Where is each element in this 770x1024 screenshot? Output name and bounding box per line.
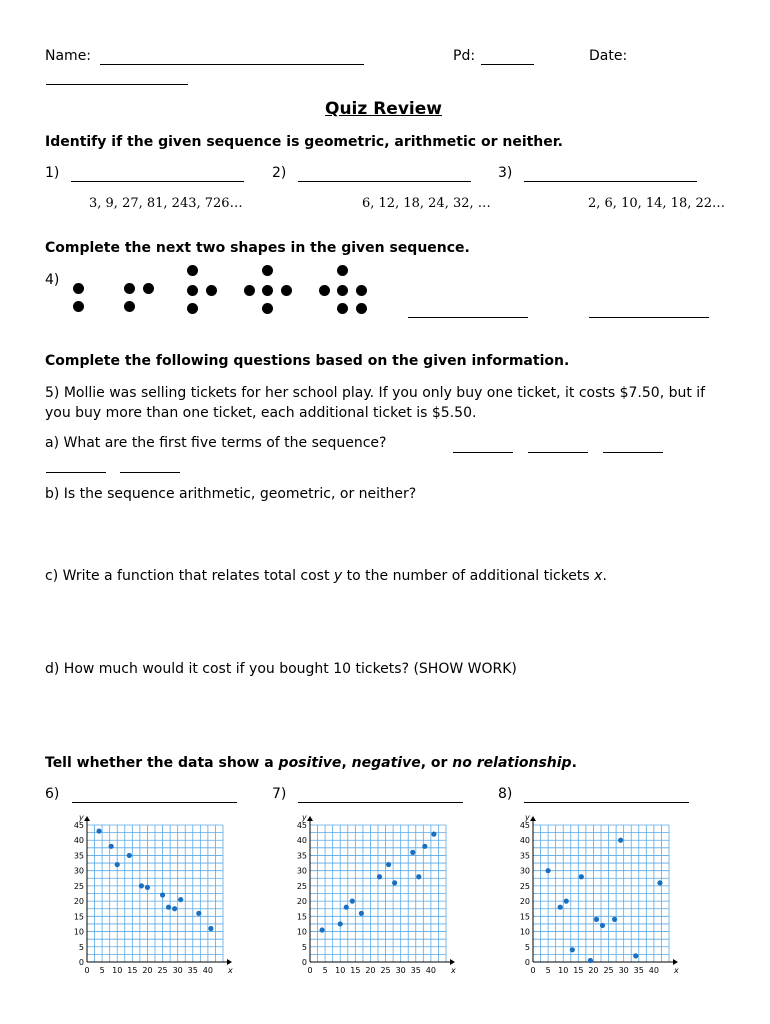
name-label: Name: (45, 48, 92, 64)
data-point (594, 917, 599, 922)
q5c-text-mid: to the number of additional tickets (342, 568, 595, 584)
data-point (96, 828, 101, 833)
shape-dot (356, 303, 367, 314)
data-point (208, 926, 213, 931)
y-tick-label: 10 (73, 927, 84, 937)
y-tick-label: 10 (519, 927, 530, 937)
data-point (160, 892, 165, 897)
q1-sequence: 3, 9, 27, 81, 243, 726… (89, 196, 243, 211)
x-tick-label: 15 (350, 966, 361, 975)
data-point (127, 853, 132, 858)
date-label: Date: (589, 48, 628, 64)
shape-dot (337, 285, 348, 296)
q5c-var-x: x (594, 568, 603, 584)
y-tick-label: 5 (301, 942, 307, 952)
q5c-text-end: . (602, 568, 607, 584)
q5a-term3-line[interactable] (603, 452, 663, 453)
data-point (178, 897, 183, 902)
shape-dot (337, 303, 348, 314)
y-axis-arrow (530, 816, 536, 821)
shape-dot (262, 303, 273, 314)
shape-dot (124, 283, 135, 294)
data-point (564, 899, 569, 904)
y-axis-label: y (302, 813, 307, 822)
x-tick-label: 0 (84, 966, 90, 975)
x-axis-arrow (673, 959, 678, 965)
shape-dot (262, 285, 273, 296)
data-point (579, 874, 584, 879)
y-tick-label: 25 (296, 881, 307, 891)
data-point (338, 921, 343, 926)
shape-dot (319, 285, 330, 296)
x-tick-label: 35 (187, 966, 198, 975)
data-point (319, 927, 324, 932)
y-tick-label: 40 (519, 836, 530, 846)
data-point (657, 880, 662, 885)
data-point (600, 923, 605, 928)
data-point (377, 874, 382, 879)
y-axis-label: y (525, 813, 530, 822)
y-tick-label: 35 (73, 851, 84, 861)
x-tick-label: 25 (157, 966, 168, 975)
q3-answer-line[interactable] (524, 181, 697, 182)
q5a-term4-line[interactable] (46, 472, 106, 473)
x-tick-label: 5 (99, 966, 105, 975)
q8-number: 8) (498, 786, 513, 802)
x-tick-label: 35 (410, 966, 421, 975)
y-tick-label: 40 (296, 836, 307, 846)
pd-field[interactable] (481, 64, 534, 65)
y-tick-label: 5 (78, 942, 84, 952)
data-point (410, 850, 415, 855)
x-tick-label: 30 (618, 966, 629, 975)
data-point (422, 844, 427, 849)
data-point (359, 911, 364, 916)
x-tick-label: 30 (172, 966, 183, 975)
y-tick-label: 20 (519, 897, 530, 907)
x-tick-label: 15 (573, 966, 584, 975)
q7-answer-line[interactable] (298, 802, 463, 803)
x-axis-arrow (227, 959, 232, 965)
shape-dot (73, 283, 84, 294)
q2-answer-line[interactable] (298, 181, 471, 182)
data-point (350, 899, 355, 904)
heading-period: . (571, 755, 577, 771)
q5-problem: 5) Mollie was selling tickets for her school play. If you only buy one ticket, it costs $7.50, but if you buy more than one ticket, each additional ticket is $5.50. (45, 385, 706, 421)
shape-dot (187, 265, 198, 276)
data-point (386, 862, 391, 867)
x-axis-arrow (450, 959, 455, 965)
scatter-plot-7 (291, 804, 461, 976)
y-tick-label: 15 (519, 912, 530, 922)
q5a-term5-line[interactable] (120, 472, 180, 473)
shape-dot (206, 285, 217, 296)
shape-dot (124, 301, 135, 312)
q2-sequence: 6, 12, 18, 24, 32, … (362, 196, 491, 211)
q3-sequence: 2, 6, 10, 14, 18, 22… (588, 196, 726, 211)
shape-dot (337, 265, 348, 276)
shape-dot (187, 303, 198, 314)
data-point (166, 905, 171, 910)
shape-dot (187, 285, 198, 296)
y-tick-label: 0 (524, 958, 530, 967)
x-axis-label: x (228, 966, 233, 975)
x-tick-label: 0 (530, 966, 536, 975)
y-axis-label: y (79, 813, 84, 822)
x-tick-label: 20 (588, 966, 599, 975)
x-tick-label: 0 (307, 966, 313, 975)
x-axis-label: x (674, 966, 679, 975)
q4-number: 4) (45, 272, 60, 288)
q6-answer-line[interactable] (72, 802, 237, 803)
data-point (558, 905, 563, 910)
q8-answer-line[interactable] (524, 802, 689, 803)
data-point (588, 958, 593, 963)
q5d-question: d) How much would it cost if you bought 10 tickets? (SHOW WORK) (45, 661, 517, 677)
y-tick-label: 10 (296, 927, 307, 937)
shape-6-answer-line[interactable] (408, 317, 528, 318)
data-point (546, 868, 551, 873)
q5a-term1-line[interactable] (453, 452, 513, 453)
data-point (139, 883, 144, 888)
y-tick-label: 25 (73, 881, 84, 891)
shape-7-answer-line[interactable] (589, 317, 709, 318)
section1-heading: Identify if the given sequence is geometric, arithmetic or neither. (45, 134, 563, 150)
y-tick-label: 30 (73, 866, 84, 876)
word-positive: positive (278, 755, 342, 771)
y-tick-label: 45 (519, 821, 530, 830)
data-point (618, 838, 623, 843)
x-tick-label: 5 (322, 966, 328, 975)
name-field[interactable] (100, 64, 364, 65)
q5b-question: b) Is the sequence arithmetic, geometric, or neither? (45, 486, 417, 502)
x-tick-label: 40 (648, 966, 659, 975)
pd-label: Pd: (453, 48, 476, 64)
x-tick-label: 5 (545, 966, 551, 975)
q5c-text: c) Write a function that relates total cost (45, 568, 334, 584)
data-point (145, 885, 150, 890)
section2-heading: Complete the next two shapes in the given sequence. (45, 240, 470, 256)
scatter-plot-8 (514, 804, 684, 976)
x-tick-label: 20 (142, 966, 153, 975)
shape-dot (73, 301, 84, 312)
y-tick-label: 30 (296, 866, 307, 876)
heading-sep: , or (420, 755, 453, 771)
data-point (633, 953, 638, 958)
q3-number: 3) (498, 165, 513, 181)
y-tick-label: 40 (73, 836, 84, 846)
y-tick-label: 35 (519, 851, 530, 861)
data-point (570, 947, 575, 952)
x-tick-label: 10 (112, 966, 123, 975)
q1-number: 1) (45, 165, 60, 181)
y-tick-label: 15 (73, 912, 84, 922)
y-tick-label: 45 (296, 821, 307, 830)
shape-dot (244, 285, 255, 296)
shape-dot (143, 283, 154, 294)
x-tick-label: 25 (603, 966, 614, 975)
data-point (196, 911, 201, 916)
data-point (172, 906, 177, 911)
x-tick-label: 30 (395, 966, 406, 975)
data-point (416, 874, 421, 879)
date-field[interactable] (46, 84, 188, 85)
y-tick-label: 0 (301, 958, 307, 967)
x-tick-label: 15 (127, 966, 138, 975)
q5a-term2-line[interactable] (528, 452, 588, 453)
scatter-plot-6 (68, 804, 238, 976)
y-tick-label: 20 (73, 897, 84, 907)
shape-dot (356, 285, 367, 296)
q2-number: 2) (272, 165, 287, 181)
data-point (431, 832, 436, 837)
section4-heading (45, 755, 577, 771)
y-tick-label: 20 (296, 897, 307, 907)
data-point (612, 917, 617, 922)
shape-dot (262, 265, 273, 276)
q5a-question: a) What are the first five terms of the sequence? (45, 435, 387, 451)
x-axis-label: x (451, 966, 456, 975)
x-tick-label: 35 (633, 966, 644, 975)
section4-heading-text: Tell whether the data show a (45, 755, 279, 771)
x-tick-label: 10 (335, 966, 346, 975)
heading-sep: , (341, 755, 352, 771)
page-title: Quiz Review (325, 99, 442, 119)
q5c-question (45, 568, 607, 584)
word-negative: negative (351, 755, 421, 771)
x-tick-label: 25 (380, 966, 391, 975)
x-tick-label: 20 (365, 966, 376, 975)
y-tick-label: 0 (78, 958, 84, 967)
data-point (109, 844, 114, 849)
x-tick-label: 40 (425, 966, 436, 975)
y-tick-label: 5 (524, 942, 530, 952)
y-axis-arrow (84, 816, 90, 821)
q5c-var-y: y (333, 568, 343, 584)
q1-answer-line[interactable] (71, 181, 244, 182)
y-tick-label: 15 (296, 912, 307, 922)
y-tick-label: 35 (296, 851, 307, 861)
word-no-relationship: no relationship (452, 755, 572, 771)
y-axis-arrow (307, 816, 313, 821)
data-point (344, 905, 349, 910)
data-point (392, 880, 397, 885)
shape-dot (281, 285, 292, 296)
y-tick-label: 30 (519, 866, 530, 876)
data-point (115, 862, 120, 867)
q7-number: 7) (272, 786, 287, 802)
section3-heading: Complete the following questions based on the given information. (45, 353, 570, 369)
y-tick-label: 45 (73, 821, 84, 830)
x-tick-label: 10 (558, 966, 569, 975)
x-tick-label: 40 (202, 966, 213, 975)
q6-number: 6) (45, 786, 60, 802)
y-tick-label: 25 (519, 881, 530, 891)
